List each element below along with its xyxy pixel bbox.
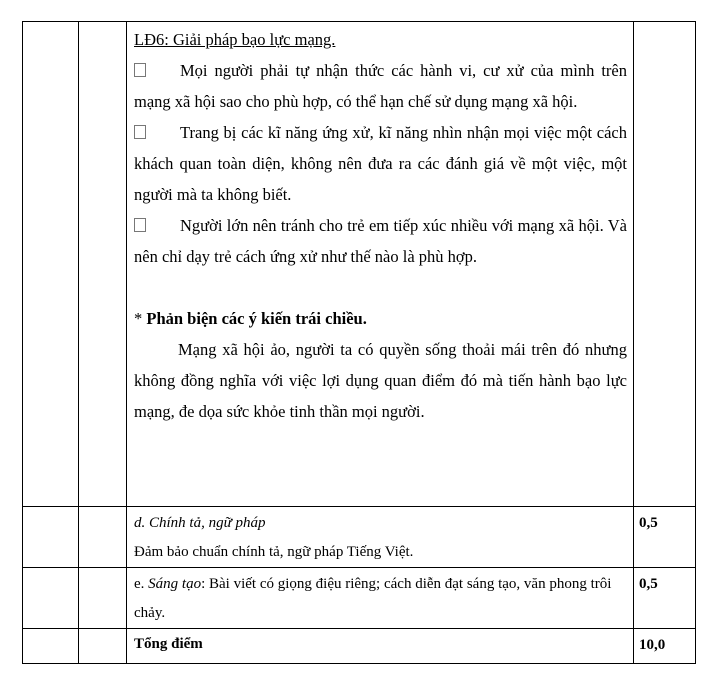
table-row	[23, 22, 696, 507]
checkbox-bullet-icon	[134, 218, 146, 232]
table-cell-empty	[79, 568, 127, 629]
table-row	[23, 568, 696, 629]
checkbox-bullet-icon	[134, 125, 146, 139]
bullet-item: Mọi người phải tự nhận thức các hành vi, cư xử của mình trên mạng xã hội sao cho phù hợp, có thể hạn chế sử dụng mạng xã hội.	[134, 61, 627, 111]
criterion-text: e. Sáng tạo: Bài viết có giọng điệu riêng; cách diễn đạt sáng tạo, văn phong trôi chảy.	[134, 576, 612, 621]
table-cell-empty	[79, 22, 127, 507]
table-cell-empty	[23, 568, 79, 629]
score-cell-empty	[634, 22, 696, 507]
table-cell-empty	[23, 629, 79, 664]
score-value: 0,5	[639, 515, 658, 531]
criterion-text: Đảm bảo chuẩn chính tả, ngữ pháp Tiếng Việt.	[134, 544, 414, 560]
counter-heading: * Phản biện các ý kiến trái chiều.	[134, 309, 367, 328]
grading-table	[22, 21, 696, 664]
table-row	[23, 629, 696, 664]
counter-paragraph: Mạng xã hội ảo, người ta có quyền sống thoải mái trên đó nhưng không đồng nghĩa với việc lợi dụng quan điểm đó mà tiến hành bạo lực mạng, đe dọa sức khỏe tinh thần mọi người.	[134, 340, 627, 421]
score-cell	[634, 568, 696, 629]
total-score-cell	[634, 629, 696, 664]
total-score: 10,0	[639, 637, 666, 653]
criterion-cell	[127, 507, 634, 568]
table-cell-empty	[23, 22, 79, 507]
bullet-item: Trang bị các kĩ năng ứng xử, kĩ năng nhìn nhận mọi việc một cách khách quan toàn diện, không nên đưa ra các đánh giá về một việc, một người mà ta không biết.	[134, 123, 627, 204]
total-label-cell	[127, 629, 634, 664]
table-row	[23, 507, 696, 568]
content-cell	[127, 22, 634, 507]
spacer	[134, 272, 627, 303]
bullet-item: Người lớn nên tránh cho trẻ em tiếp xúc nhiều với mạng xã hội. Và nên chỉ dạy trẻ cách ứng xử như thế nào là phù hợp.	[134, 216, 627, 266]
criterion-title: d. Chính tả, ngữ pháp	[134, 515, 266, 531]
table-cell-empty	[79, 507, 127, 568]
total-label: Tổng điểm	[134, 636, 203, 652]
table-cell-empty	[23, 507, 79, 568]
checkbox-bullet-icon	[134, 63, 146, 77]
score-value: 0,5	[639, 576, 658, 592]
section-heading: LĐ6: Giải pháp bạo lực mạng.	[134, 30, 336, 49]
score-cell	[634, 507, 696, 568]
table-cell-empty	[79, 629, 127, 664]
criterion-cell	[127, 568, 634, 629]
